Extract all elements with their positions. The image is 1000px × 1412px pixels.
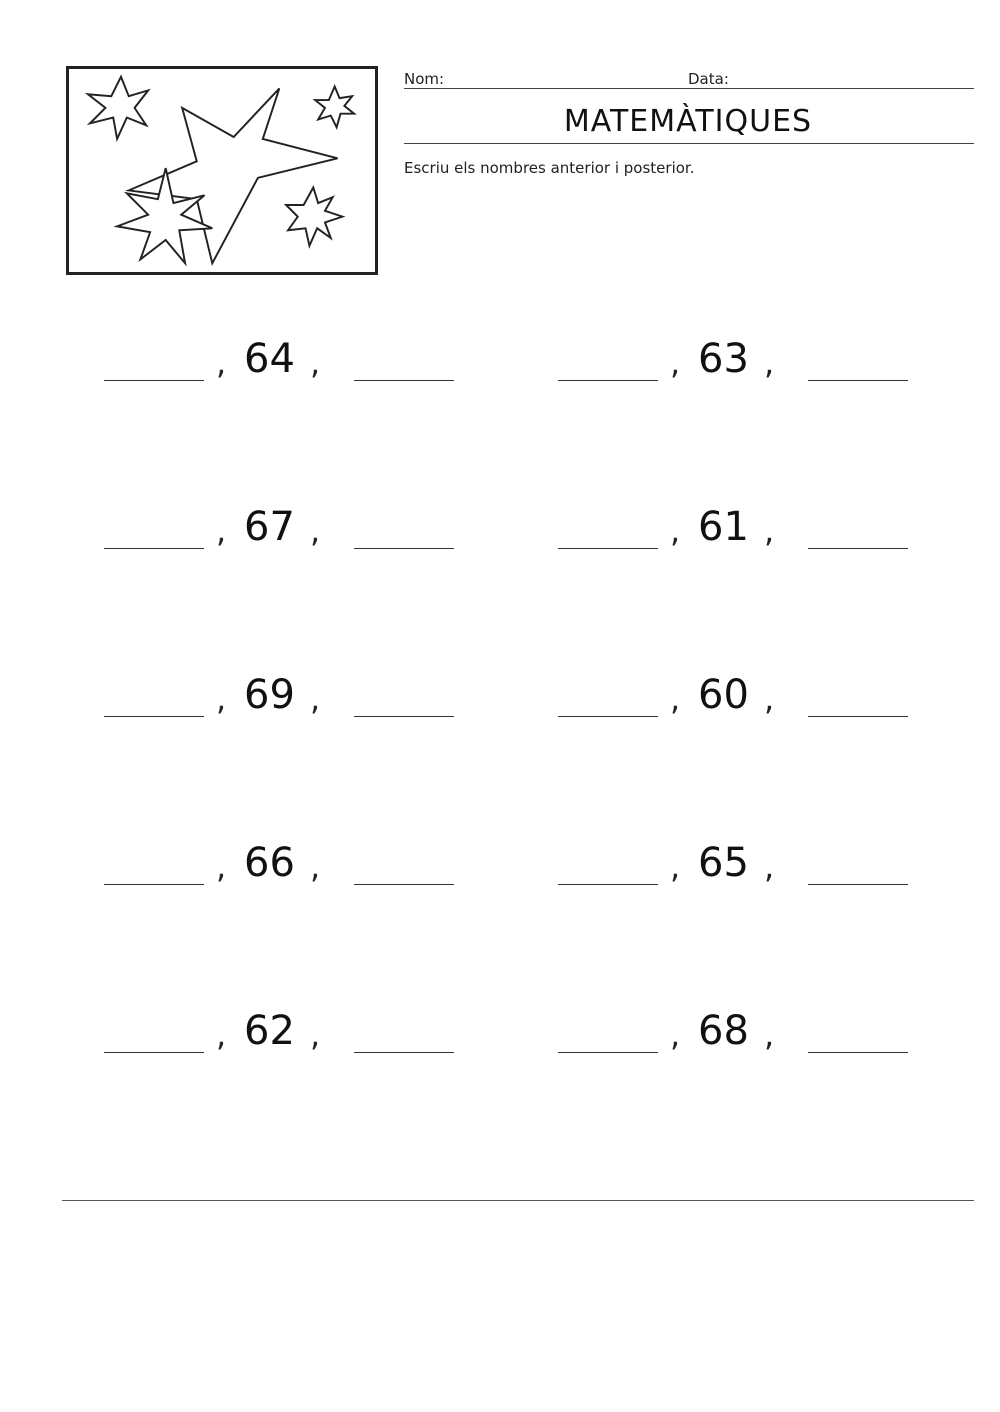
after-blank[interactable]	[354, 716, 454, 717]
comma: ,	[310, 1016, 321, 1054]
date-label: Data:	[688, 70, 729, 88]
after-blank[interactable]	[808, 1052, 908, 1053]
after-blank[interactable]	[808, 380, 908, 381]
after-blank[interactable]	[808, 548, 908, 549]
comma: ,	[764, 1016, 775, 1054]
comma: ,	[310, 512, 321, 550]
before-blank[interactable]	[104, 884, 204, 885]
comma: ,	[310, 680, 321, 718]
before-blank[interactable]	[104, 1052, 204, 1053]
before-blank[interactable]	[104, 716, 204, 717]
comma: ,	[764, 680, 775, 718]
exercise-number: 60	[698, 672, 749, 718]
after-blank[interactable]	[354, 1052, 454, 1053]
stars-illustration	[66, 66, 378, 275]
before-blank[interactable]	[104, 380, 204, 381]
exercise-item	[104, 840, 464, 900]
comma: ,	[670, 344, 681, 382]
before-blank[interactable]	[558, 1052, 658, 1053]
exercise-item	[558, 672, 918, 732]
exercise-item	[104, 336, 464, 396]
exercise-item	[558, 840, 918, 900]
name-label: Nom:	[404, 70, 445, 88]
exercise-number: 63	[698, 336, 749, 382]
stars-icon	[69, 69, 375, 272]
exercise-item	[104, 1008, 464, 1068]
before-blank[interactable]	[558, 380, 658, 381]
comma: ,	[216, 1016, 227, 1054]
comma: ,	[216, 344, 227, 382]
exercise-number: 67	[244, 504, 295, 550]
title-underline	[404, 143, 974, 144]
tiny-star-icon	[315, 86, 354, 127]
after-blank[interactable]	[808, 716, 908, 717]
after-blank[interactable]	[354, 548, 454, 549]
exercise-number: 68	[698, 1008, 749, 1054]
before-blank[interactable]	[558, 716, 658, 717]
comma: ,	[310, 848, 321, 886]
small-star-icon	[88, 77, 148, 139]
exercise-item	[558, 1008, 918, 1068]
page-title: MATEMÀTIQUES	[563, 104, 813, 139]
exercise-item	[104, 672, 464, 732]
before-blank[interactable]	[558, 884, 658, 885]
comma: ,	[670, 848, 681, 886]
bottom-divider	[62, 1200, 974, 1201]
exercise-item	[104, 504, 464, 564]
small-star-bottom-icon	[286, 187, 342, 245]
after-blank[interactable]	[354, 884, 454, 885]
exercise-item	[558, 336, 918, 396]
comma: ,	[216, 512, 227, 550]
comma: ,	[764, 848, 775, 886]
exercise-number: 61	[698, 504, 749, 550]
comma: ,	[310, 344, 321, 382]
after-blank[interactable]	[808, 884, 908, 885]
before-blank[interactable]	[104, 548, 204, 549]
after-blank[interactable]	[354, 380, 454, 381]
name-date-line[interactable]	[404, 88, 974, 89]
before-blank[interactable]	[558, 548, 658, 549]
comma: ,	[764, 512, 775, 550]
exercise-item	[558, 504, 918, 564]
exercise-number: 62	[244, 1008, 295, 1054]
instruction-text: Escriu els nombres anterior i posterior.	[404, 159, 695, 177]
exercise-number: 69	[244, 672, 295, 718]
exercise-number: 64	[244, 336, 295, 382]
exercise-number: 65	[698, 840, 749, 886]
comma: ,	[216, 848, 227, 886]
comma: ,	[764, 344, 775, 382]
comma: ,	[670, 512, 681, 550]
comma: ,	[216, 680, 227, 718]
comma: ,	[670, 680, 681, 718]
exercise-number: 66	[244, 840, 295, 886]
comma: ,	[670, 1016, 681, 1054]
